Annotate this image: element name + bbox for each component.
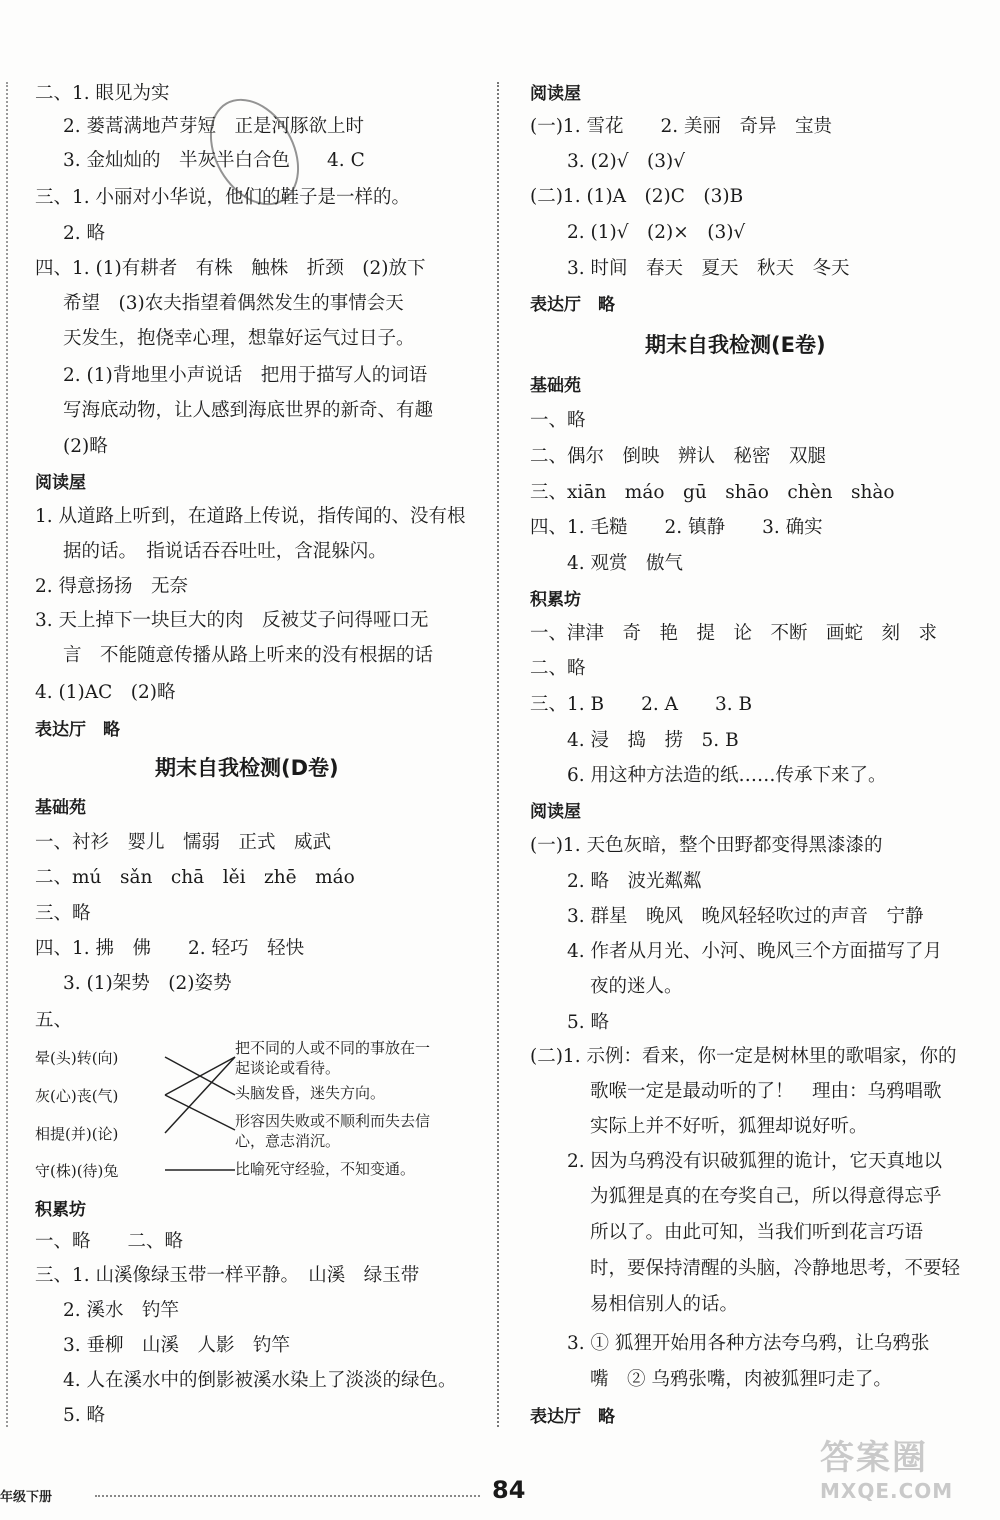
answer-line: 1. 从道路上听到，在道路上传说，指传闻的、没有根	[35, 506, 466, 527]
answer-line: 五、	[35, 1010, 73, 1031]
answer-line: 夜的迷人。	[590, 976, 683, 997]
answer-line: (2)略	[63, 436, 108, 457]
match-line	[165, 1057, 235, 1133]
answer-line: 2. 略 波光粼粼	[567, 871, 702, 892]
footer-grade-label: 年级下册	[0, 1490, 53, 1505]
answer-line: 时，要保持清醒的头脑，冷静地思考，不要轻	[590, 1258, 961, 1279]
section-heading: 基础苑	[530, 376, 581, 396]
answer-line: 四、1. (1)有耕者 有株 触株 折颈 (2)放下	[35, 258, 426, 279]
answer-line: 2. 因为乌鸦没有识破狐狸的诡计，它天真地以	[567, 1151, 943, 1172]
answer-line: 嘴 ② 乌鸦张嘴，肉被狐狸叼走了。	[590, 1369, 892, 1390]
answer-line: 4. 人在溪水中的倒影被溪水染上了淡淡的绿色。	[63, 1370, 457, 1391]
answer-line: 2. 溪水 钓竿	[63, 1300, 180, 1321]
match-lines	[30, 1035, 470, 1195]
section-heading: 阅读屋	[530, 802, 581, 822]
answer-line: 5. 略	[567, 1012, 610, 1033]
answer-line: 3. 群星 晚风 晚风轻轻吹过的声音 宁静	[567, 906, 924, 927]
answer-line: 5. 略	[63, 1405, 106, 1426]
answer-line: 据的话。 指说话吞吞吐吐，含混躲闪。	[63, 541, 387, 562]
watermark-logo	[820, 1430, 995, 1510]
answer-line: 二、略	[530, 658, 586, 679]
answer-line: 二、1. 眼见为实	[35, 83, 170, 104]
answer-line: 三、1. 山溪像绿玉带一样平静。 山溪 绿玉带	[35, 1265, 420, 1286]
answer-line: 3. (2)√ (3)√	[567, 151, 686, 172]
test-title-e: 期末自我检测(E卷)	[645, 333, 826, 357]
answer-line: 一、略	[530, 410, 586, 431]
match-left-item: 晕(头)转(向)	[35, 1049, 119, 1067]
answer-line: 易相信别人的话。	[590, 1294, 739, 1315]
answer-line: 实际上并不好听，狐狸却说好听。	[590, 1116, 868, 1137]
test-title-d: 期末自我检测(D卷)	[155, 756, 339, 780]
match-line	[165, 1095, 235, 1130]
answer-line: 三、1. 小丽对小华说，他们的鞋子是一样的。	[35, 187, 411, 208]
answer-line: 4. 观赏 傲气	[567, 553, 684, 574]
answer-line: 二、mú sǎn chā lěi zhē máo	[35, 867, 355, 888]
column-separator	[497, 82, 499, 1427]
matching-exercise	[30, 1035, 470, 1195]
match-left-item: 守(株)(待)兔	[35, 1162, 119, 1180]
section-heading: 表达厅 略	[35, 720, 120, 740]
answer-line: 4. (1)AC (2)略	[35, 682, 176, 703]
answer-line: (二)1. 示例：看来，你一定是树林里的歌唱家，你的	[530, 1046, 957, 1067]
answer-line: 3. 金灿灿的 半灰半白合色 4. C	[63, 150, 365, 171]
answer-line: 3. 天上掉下一块巨大的肉 反被艾子问得哑口无	[35, 610, 429, 631]
answer-line: 3. 时间 春天 夏天 秋天 冬天	[567, 258, 850, 279]
answer-line: 6. 用这种方法造的纸……传承下来了。	[567, 765, 887, 786]
answer-line: 3. 垂柳 山溪 人影 钓竿	[63, 1335, 291, 1356]
answer-line: 2. (1)背地里小声说话 把用于描写人的词语	[63, 365, 428, 386]
answer-line: 3. (1)架势 (2)姿势	[63, 973, 232, 994]
answer-line: 一、略 二、略	[35, 1231, 184, 1252]
watermark-url: MXQE.COM	[820, 1479, 954, 1503]
section-heading: 积累坊	[530, 590, 581, 610]
answer-line: 二、偶尔 倒映 辨认 秘密 双腿	[530, 446, 827, 467]
answer-line: 三、略	[35, 903, 91, 924]
answer-line: (二)1. (1)A (2)C (3)B	[530, 186, 744, 207]
answer-line: 3. ① 狐狸开始用各种方法夸乌鸦，让乌鸦张	[567, 1333, 930, 1354]
match-right-item: 头脑发昏，迷失方向。	[235, 1084, 386, 1102]
footer-dots	[95, 1495, 480, 1497]
answer-line: 为狐狸是真的在夸奖自己，所以得意得忘乎	[590, 1186, 942, 1207]
match-left-item: 相提(并)(论)	[35, 1125, 119, 1143]
left-margin-dots	[6, 82, 8, 1427]
answer-line: 4. 浸 捣 捞 5. B	[567, 730, 739, 751]
section-heading: 阅读屋	[35, 473, 86, 493]
answer-line: 所以了。由此可知，当我们听到花言巧语	[590, 1222, 924, 1243]
watermark-text: 答案圈	[820, 1438, 928, 1478]
answer-line: (一)1. 雪花 2. 美丽 奇异 宝贵	[530, 116, 832, 137]
match-right-item: 形容因失败或不顺利而失去信	[235, 1112, 431, 1130]
section-heading: 表达厅 略	[530, 295, 615, 315]
page-number: 84	[492, 1476, 526, 1504]
section-heading: 表达厅 略	[530, 1407, 615, 1427]
answer-line: 言 不能随意传播从路上听来的没有根据的话	[63, 645, 434, 666]
section-heading: 阅读屋	[530, 84, 581, 104]
answer-line: 希望 (3)农夫指望着偶然发生的事情会天	[63, 293, 404, 314]
answer-line: 一、津津 奇 艳 提 论 不断 画蛇 刻 求	[530, 623, 938, 644]
answer-line: 写海底动物，让人感到海底世界的新奇、有趣	[63, 400, 434, 421]
answer-line: 2. 蒌蒿满地芦芽短 正是河豚欲上时	[63, 116, 365, 137]
answer-line: 歌喉一定是最动听的了！ 理由：乌鸦唱歌	[590, 1081, 942, 1102]
answer-line: 三、1. B 2. A 3. B	[530, 694, 753, 715]
match-right-item: 比喻死守经验，不知变通。	[235, 1160, 416, 1178]
answer-line: 2. 得意扬扬 无奈	[35, 576, 189, 597]
answer-line: 一、衬衫 婴儿 懦弱 正式 威武	[35, 832, 332, 853]
match-right-item: 起谈论或看待。	[235, 1059, 341, 1077]
answer-line: 2. 略	[63, 223, 106, 244]
answer-line: 2. (1)√ (2)× (3)√	[567, 222, 746, 243]
answer-line: 天发生，抱侥幸心理，想靠好运气过日子。	[63, 328, 415, 349]
answer-line: 4. 作者从月光、小河、晚风三个方面描写了月	[567, 941, 943, 962]
answer-line: 三、xiān máo gū shāo chèn shào	[530, 482, 895, 503]
answer-line: 四、1. 拂 佛 2. 轻巧 轻快	[35, 938, 305, 959]
match-right-item: 心，意志消沉。	[235, 1132, 341, 1150]
section-heading: 基础苑	[35, 798, 86, 818]
match-right-item: 把不同的人或不同的事放在一	[235, 1039, 431, 1057]
answer-line: 四、1. 毛糙 2. 镇静 3. 确实	[530, 517, 823, 538]
answer-line: (一)1. 天色灰暗，整个田野都变得黑漆漆的	[530, 835, 883, 856]
section-heading: 积累坊	[35, 1200, 86, 1220]
match-left-item: 灰(心)丧(气)	[35, 1087, 119, 1105]
